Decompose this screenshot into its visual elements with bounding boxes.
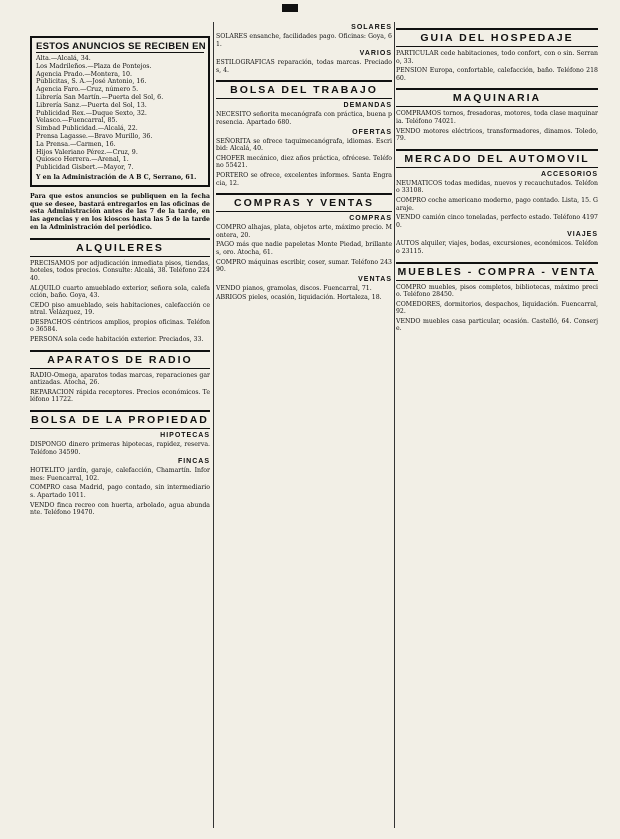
subhead-compras: COMPRAS [349,215,392,223]
classified-ad: ALQUILO cuarto amueblado exterior, señora sola, calefacción, baño. Goya, 43. [30,284,210,300]
classified-ad: VENDO camión cinco toneladas, perfecto estado. Teléfono 41970. [396,214,598,229]
classified-ad: SOLARES ensanche, facilidades pago. Oficinas: Goya, 61. [216,33,392,48]
reception-line: Agencia Prado.—Montera, 10. [36,70,132,78]
subhead-demandas: DEMANDAS [343,102,392,110]
classified-ad: PENSION Europa, confortable, calefacción, baño. Teléfono 21860. [396,67,598,82]
reception-line: Librería San Martín.—Puerta del Sol, 6. [36,93,164,101]
section-alquileres: ALQUILERES [30,238,210,257]
reception-line: Agencia Faro.—Cruz, número 5. [36,86,139,94]
classified-ad: VENDO motores eléctricos, transformadores, dinamos. Toledo, 79. [396,127,598,143]
reception-box [30,36,210,187]
reception-box-footer: Y en la Administración de A B C, Serrano, 61. [36,173,197,181]
section-trabajo: BOLSA DEL TRABAJO [216,80,392,99]
classified-ad: PAGO más que nadie papeletas Monte Piedad, brillantes, oro. Atocha, 61. [216,241,392,256]
reception-line: La Prensa.—Carmen, 16. [36,140,116,148]
classified-ad: REPARACION rápida receptores. Precios económicos. Teléfono 11722. [30,388,210,404]
classified-ad: COMEDORES, dormitorios, despachos, liquidación. Fuencarral, 92. [396,300,598,316]
classified-ad: VENDO pianos, gramolas, discos. Fuencarral, 71. [216,284,372,292]
classified-ad: VENDO finca recreo con huerta, arbolado, agua abundante. Teléfono 19470. [30,501,210,517]
classified-ad: PORTERO se ofrece, excelentes informes. Santa Engracia, 12. [216,171,392,187]
column-2 [216,22,392,828]
classified-ad: PERSONA sola cede habitación exterior. Preciados, 33. [30,336,204,344]
section-radio: APARATOS DE RADIO [30,350,210,369]
classifieds-page [30,22,598,828]
column-3 [396,22,598,828]
subhead-hipotecas: HIPOTECAS [160,432,210,440]
reception-line: Velasco.—Fuencarral, 85. [36,117,118,125]
classified-ad: COMPRO alhajas, plata, objetos arte, máximo precio. Montera, 20. [216,224,392,239]
classified-ad: DISPONGO dinero primeras hipotecas, rapidez, reserva. Teléfono 34590. [30,441,210,456]
classified-ad: HOTELITO jardín, garaje, calefacción, Chamartín. Informes: Fuencarral, 102. [30,467,210,482]
column-rule [213,22,214,828]
classified-ad: NEUMATICOS todas medidas, nuevos y recauchutados. Teléfono 33108. [396,179,598,195]
section-propiedad: BOLSA DE LA PROPIEDAD [30,410,210,429]
reception-line: Alta.—Alcalá, 34. [36,55,91,62]
reception-line: Quiosco Herrera.—Arenal, 1. [36,156,129,164]
classified-ad: COMPRO coche americano moderno, pago contado. Lista, 15. Garaje. [396,196,598,212]
reception-line: Simbad Publicidad.—Alcalá, 22. [36,125,138,133]
section-compras: COMPRAS Y VENTAS [216,193,392,212]
subhead-viajes: VIAJES [567,231,598,239]
classified-ad: COMPRO casa Madrid, pago contado, sin intermediarios. Apartado 1011. [30,484,210,500]
classified-ad: AUTOS alquiler, viajes, bodas, excursiones, económicos. Teléfono 23115. [396,240,598,255]
reception-line: Hijos Valeriano Pérez.—Cruz, 9. [36,148,138,156]
classified-ad: ESTILOGRAFICAS reparación, todas marcas. Preciados, 4. [216,59,392,74]
classified-ad: PRECISAMOS por adjudicación inmediata pisos, tiendas, hoteles, todos precios. Consulte: Alcalá, 38. Teléfono 22440. [30,259,210,282]
subhead-solares: SOLARES [351,24,392,31]
reception-line: Publicidad Gisbert.—Mayor, 7. [36,164,134,172]
reception-line: Prensa Lagasse.—Bravo Murillo, 36. [36,132,153,140]
classified-ad: RADIO-Omega, aparatos todas marcas, reparaciones garantizadas. Atocha, 26. [30,371,210,387]
subhead-ventas: VENTAS [358,275,392,283]
section-hospedaje: GUIA DEL HOSPEDAJE [396,28,598,47]
subhead-fincas: FINCAS [177,458,210,466]
classified-ad: COMPRAMOS tornos, fresadoras, motores, toda clase maquinaria. Teléfono 74021. [396,110,598,125]
reception-box-title: ESTOS ANUNCIOS SE RECIBEN EN [36,41,206,52]
classified-ad: CEDO piso amueblado, seis habitaciones, calefacción central. Velázquez, 19. [30,301,210,317]
classified-ad: NECESITO señorita mecanógrafa con práctica, buena presencia. Apartado 680. [216,111,392,126]
subhead-accesorios: ACCESORIOS [540,170,598,178]
subhead-varios: VARIOS [359,50,392,58]
reception-line: Publicitas, S. A.—José Antonio, 16. [36,78,147,86]
reception-line: Publicidad Rex.—Duque Sexto, 32. [36,109,147,117]
classified-ad: DESPACHOS céntricos amplios, propios oficinas. Teléfono 36584. [30,318,210,334]
reception-line: Los Madrileños.—Plaza de Pontejos. [36,62,152,70]
classified-ad: PARTICULAR cede habitaciones, todo confort, con o sin. Serrano, 33. [396,50,598,65]
section-muebles: MUEBLES - COMPRA - VENTA [396,262,598,281]
classified-ad: SEÑORITA se ofrece taquimecanógrafa, idiomas. Escribid: Alcalá, 40. [216,137,392,153]
reception-line: Librería Sanz.—Puerta del Sol, 13. [36,101,147,109]
classified-ad: COMPRO máquinas escribir, coser, sumar. Teléfono 24390. [216,258,392,274]
section-automovil: MERCADO DEL AUTOMOVIL [396,149,598,168]
classified-ad: COMPRO muebles, pisos completos, bibliotecas, máximo precio. Teléfono 28450. [396,283,598,299]
column-rule [394,22,395,828]
column-1 [30,22,210,828]
submission-notice: Para que estos anuncios se publiquen en la fecha que se desee, bastará entregarlos en las oficinas de esta Administración antes de las 7 de la tarde, en las agencias y en los kioscos hasta las 5 de la tarde en la Administración del periódico. [30,192,210,231]
page-top-mark [282,4,298,12]
subhead-ofertas: OFERTAS [352,128,392,136]
classified-ad: ABRIGOS pieles, ocasión, liquidación. Hortaleza, 18. [216,294,382,302]
section-maquinaria: MAQUINARIA [396,88,598,107]
classified-ad: CHOFER mecánico, diez años práctica, ofrécese. Teléfono 55421. [216,154,392,170]
classified-ad: VENDO muebles casa particular, ocasión. Castelló, 64. Conserje. [396,317,598,333]
